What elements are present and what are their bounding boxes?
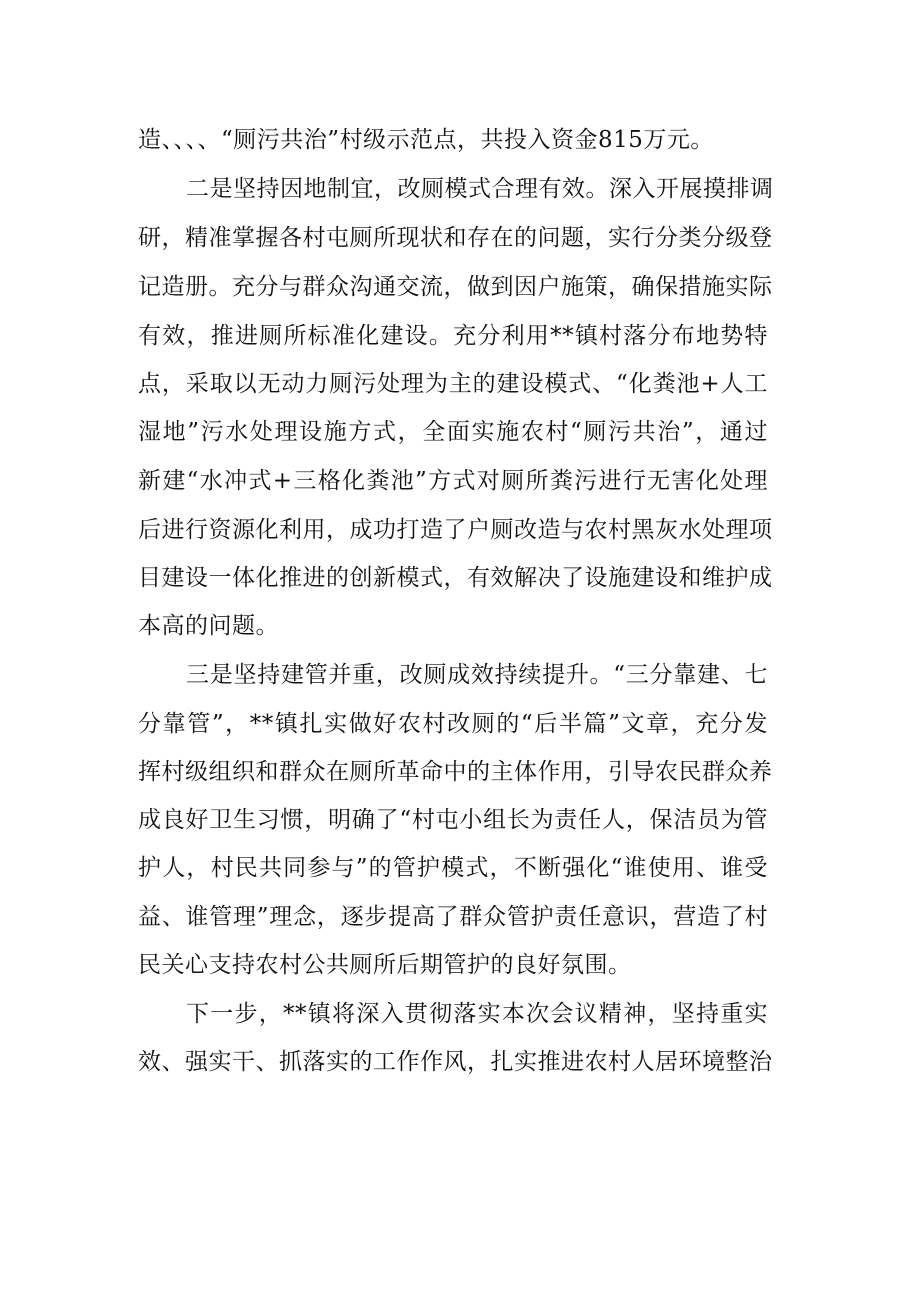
text-line-8: 新建“水冲式+三格化粪池”方式对厕所粪污进行无害化处理 <box>138 468 768 494</box>
text-line-20: 效、强实干、抓落实的工作作风，扎实推进农村人居环境整治 <box>138 1049 773 1075</box>
text-line-14: 挥村级组织和群众在厕所革命中的主体作用，引导农民群众养 <box>138 759 773 785</box>
text-line-16: 护人，村民共同参与”的管护模式，不断强化“谁使用、谁受 <box>138 855 768 881</box>
text-line-7: 湿地”污水处理设施方式，全面实施农村“厕污共治”，通过 <box>138 419 768 445</box>
text-line-3: 研，精准掌握各村屯厕所现状和存在的问题，实行分类分级登 <box>138 225 773 251</box>
text-line-6: 点，采取以无动力厕污处理为主的建设模式、“化粪池+人工 <box>138 371 768 397</box>
text-line-2: 二是坚持因地制宜，改厕模式合理有效。深入开展摸排调 <box>186 176 774 202</box>
text-line-17: 益、谁管理”理念，逐步提高了群众管护责任意识，营造了村 <box>138 904 768 930</box>
text-line-18: 民关心支持农村公共厕所后期管护的良好氛围。 <box>138 952 632 978</box>
text-line-12: 三是坚持建管并重，改厕成效持续提升。“三分靠建、七 <box>186 662 768 688</box>
text-line-10: 目建设一体化推进的创新模式，有效解决了设施建设和维护成 <box>138 565 773 591</box>
text-line-11: 本高的问题。 <box>138 613 279 639</box>
text-line-13: 分靠管”，**镇扎实做好农村改厕的“后半篇”文章，充分发 <box>138 711 768 737</box>
text-line-19: 下一步，**镇将深入贯彻落实本次会议精神，坚持重实 <box>186 1001 768 1027</box>
text-line-1: 造、、、、“厕污共治”村级示范点，共投入资金815万元。 <box>138 127 714 153</box>
text-line-5: 有效，推进厕所标准化建设。充分利用**镇村落分布地势特 <box>138 323 768 349</box>
text-line-15: 成良好卫生习惯，明确了“村屯小组长为责任人，保洁员为管 <box>138 807 768 833</box>
text-line-9: 后进行资源化利用，成功打造了户厕改造与农村黑灰水处理项 <box>138 517 773 543</box>
text-line-4: 记造册。充分与群众沟通交流，做到因户施策，确保措施实际 <box>138 274 773 300</box>
